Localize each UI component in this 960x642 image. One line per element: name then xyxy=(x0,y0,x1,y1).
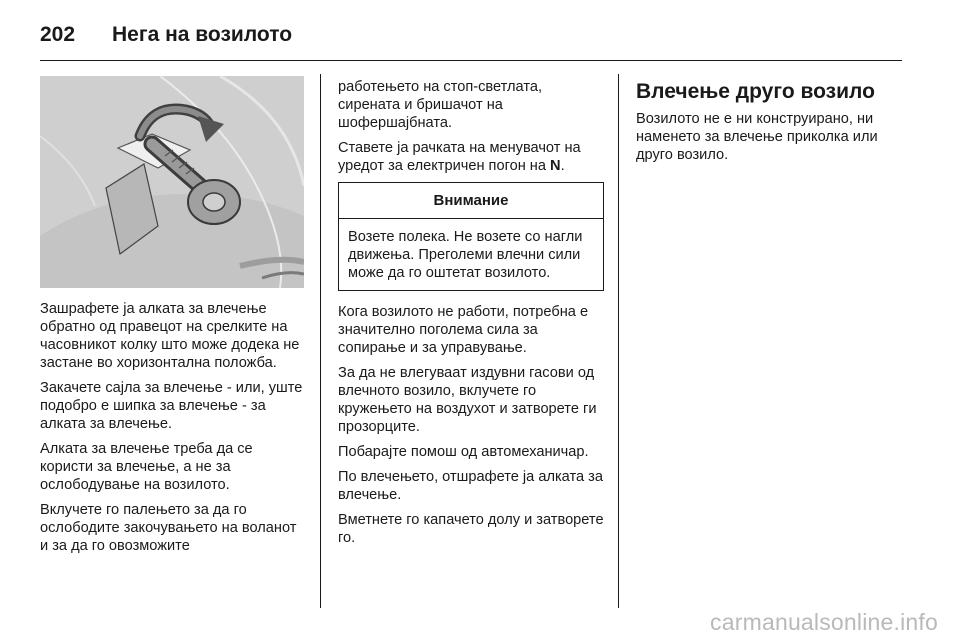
paragraph: Кога возилото не работи, потребна е значително поголема сила за сопирање и за управување. xyxy=(338,304,589,356)
paragraph: По влечењето, отшрафете ја алката за влечење. xyxy=(338,469,603,503)
paragraph: За да не влегуваат издувни гасови од влечното возило, вклучете го кружењето на воздухот и затворете ги прозорците. xyxy=(338,365,597,435)
page-header xyxy=(40,20,292,50)
section-heading: Влечење друго возило xyxy=(636,80,875,103)
warning-box xyxy=(338,182,604,291)
paragraph: Возилото не е ни конструирано, ни наменето за влечење приколка или друго возило. xyxy=(636,111,878,163)
paragraph-end: . xyxy=(560,158,565,174)
paragraph: Вметнете го капачето долу и затворете го. xyxy=(338,512,604,546)
paragraph: работењето на стоп-светлата, сирената и бришачот на шофершајбната. xyxy=(338,79,543,131)
paragraph: Вклучете го палењето за да го ослободите закочувањето на воланот и за да го овозможите xyxy=(40,502,297,554)
chapter-title: Нега на возилото xyxy=(112,23,293,46)
column-middle xyxy=(338,78,604,554)
paragraph-text: Ставете ја рачката на менувачот на уредот за електричен погон на xyxy=(338,140,581,174)
header-rule xyxy=(40,60,902,61)
column-left xyxy=(40,300,308,562)
column-right xyxy=(636,78,902,171)
paragraph: Побарајте помош од автомеханичар. xyxy=(338,444,589,460)
warning-body: Возете полека. Не возете со нагли движења. Преголеми влечни сили може да го оштетат возилото. xyxy=(348,229,583,281)
paragraph: Алката за влечење треба да се користи за влечење, а не за ослободување на возилото. xyxy=(40,441,253,493)
column-divider-2 xyxy=(618,74,619,608)
gear-position-label: N xyxy=(550,158,561,174)
warning-title: Внимание xyxy=(339,183,603,219)
paragraph: Зашрафете ја алката за влечење обратно од правецот на срелките на часовникот колку што може додека не застане во хоризонтална положба. xyxy=(40,301,300,371)
paragraph xyxy=(338,139,604,175)
page-number: 202 xyxy=(40,23,76,46)
watermark: carmanualsonline.info xyxy=(710,609,938,635)
paragraph: Закачете сајла за влечење - или, уште подобро е шипка за влечење - за алката за влечење. xyxy=(40,380,303,432)
tow-eye-illustration xyxy=(40,76,304,288)
column-divider-1 xyxy=(320,74,321,608)
